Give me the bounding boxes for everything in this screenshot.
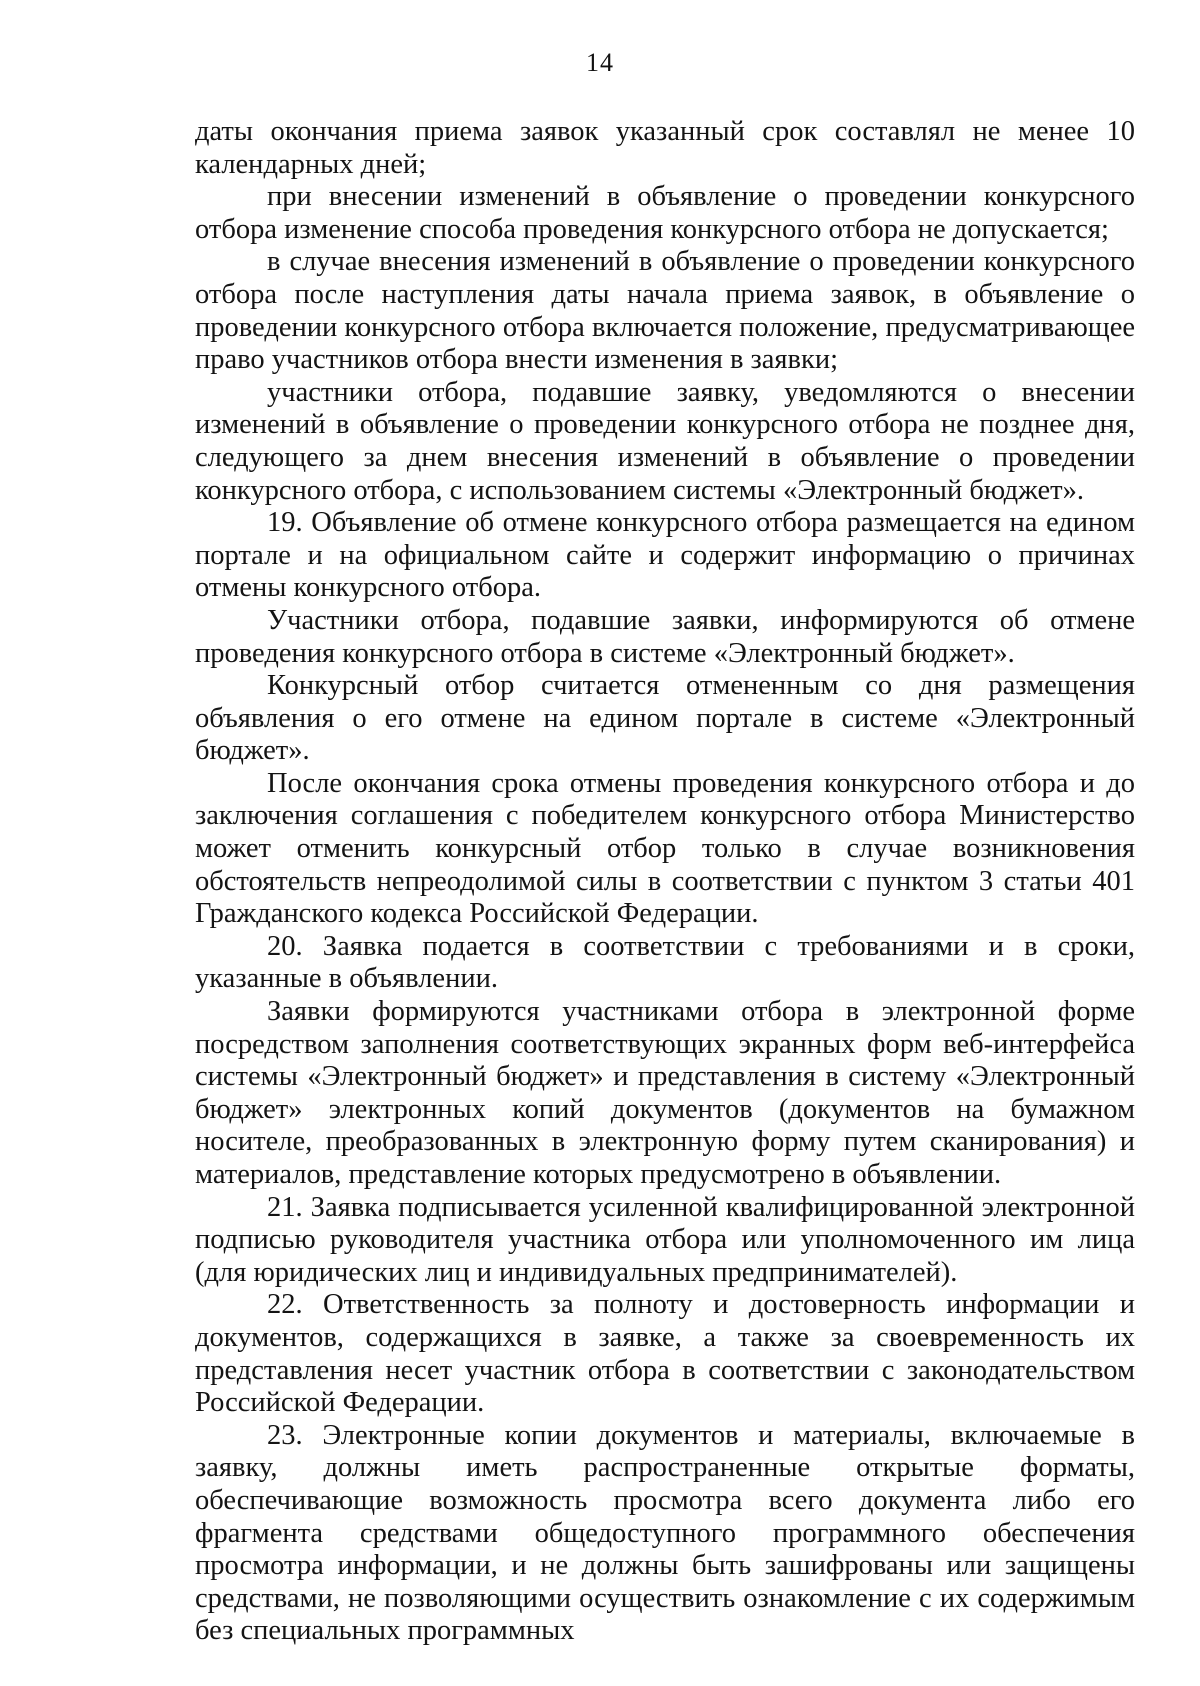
paragraph-section-19: 19. Объявление об отмене конкурсного отбора размещается на едином портале и на официальном сайте и содержит информацию о причинах отмены конкурсного отбора. — [195, 507, 1135, 604]
paragraph: участники отбора, подавшие заявку, уведомляются о внесении изменений в объявление о проведении конкурсного отбора не позднее дня, следующего за днем внесения изменений в объявление о проведении конкурсного отбора, с использованием системы «Электронный бюджет». — [195, 376, 1135, 506]
paragraph: После окончания срока отмены проведения конкурсного отбора и до заключения соглашения с победителем конкурсного отбора Министерство может отменить конкурсный отбор только в случае возникновения обстоятельств непреодолимой силы в соответствии с пунктом 3 статьи 401 Гражданского кодекса Российской Федерации. — [195, 767, 1135, 930]
paragraph-section-22: 22. Ответственность за полноту и достоверность информации и документов, содержащихся в заявке, а также за своевременность их представления несет участник отбора в соответствии с законодательством Российской Федерации. — [195, 1289, 1135, 1419]
paragraph: Участники отбора, подавшие заявки, информируются об отмене проведения конкурсного отбора в системе «Электронный бюджет». — [195, 604, 1135, 669]
paragraph-section-23: 23. Электронные копии документов и материалы, включаемые в заявку, должны иметь распространенные открытые форматы, обеспечивающие возможность просмотра всего документа либо его фрагмента средствами общедоступного программного обеспечения просмотра информации, и не должны быть зашифрованы или защищены средствами, не позволяющими осуществить ознакомление с их содержимым без специальных программных — [195, 1419, 1135, 1647]
page-number: 14 — [586, 48, 614, 77]
paragraph-section-20: 20. Заявка подается в соответствии с требованиями и в сроки, указанные в объявлении. — [195, 930, 1135, 995]
paragraph: Заявки формируются участниками отбора в электронной форме посредством заполнения соответствующих экранных форм веб-интерфейса системы «Электронный бюджет» и представления в систему «Электронный бюджет» электронных копий документов (документов на бумажном носителе, преобразованных в электронную форму путем сканирования) и материалов, представление которых предусмотрено в объявлении. — [195, 996, 1135, 1190]
document-body — [195, 116, 1135, 1648]
paragraph: Конкурсный отбор считается отмененным со дня размещения объявления о его отмене на едином портале в системе «Электронный бюджет». — [195, 670, 1135, 767]
paragraph: в случае внесения изменений в объявление о проведении конкурсного отбора после наступления даты начала приема заявок, в объявление о проведении конкурсного отбора включается положение, предусматривающее право участников отбора внести изменения в заявки; — [195, 246, 1135, 376]
paragraph-section-21: 21. Заявка подписывается усиленной квалифицированной электронной подписью руководителя участника отбора или уполномоченного им лица (для юридических лиц и индивидуальных предпринимателей). — [195, 1191, 1135, 1288]
paragraph: при внесении изменений в объявление о проведении конкурсного отбора изменение способа проведения конкурсного отбора не допускается; — [195, 181, 1135, 245]
paragraph-continuation: даты окончания приема заявок указанный срок составлял не менее 10 календарных дней; — [195, 116, 1135, 180]
